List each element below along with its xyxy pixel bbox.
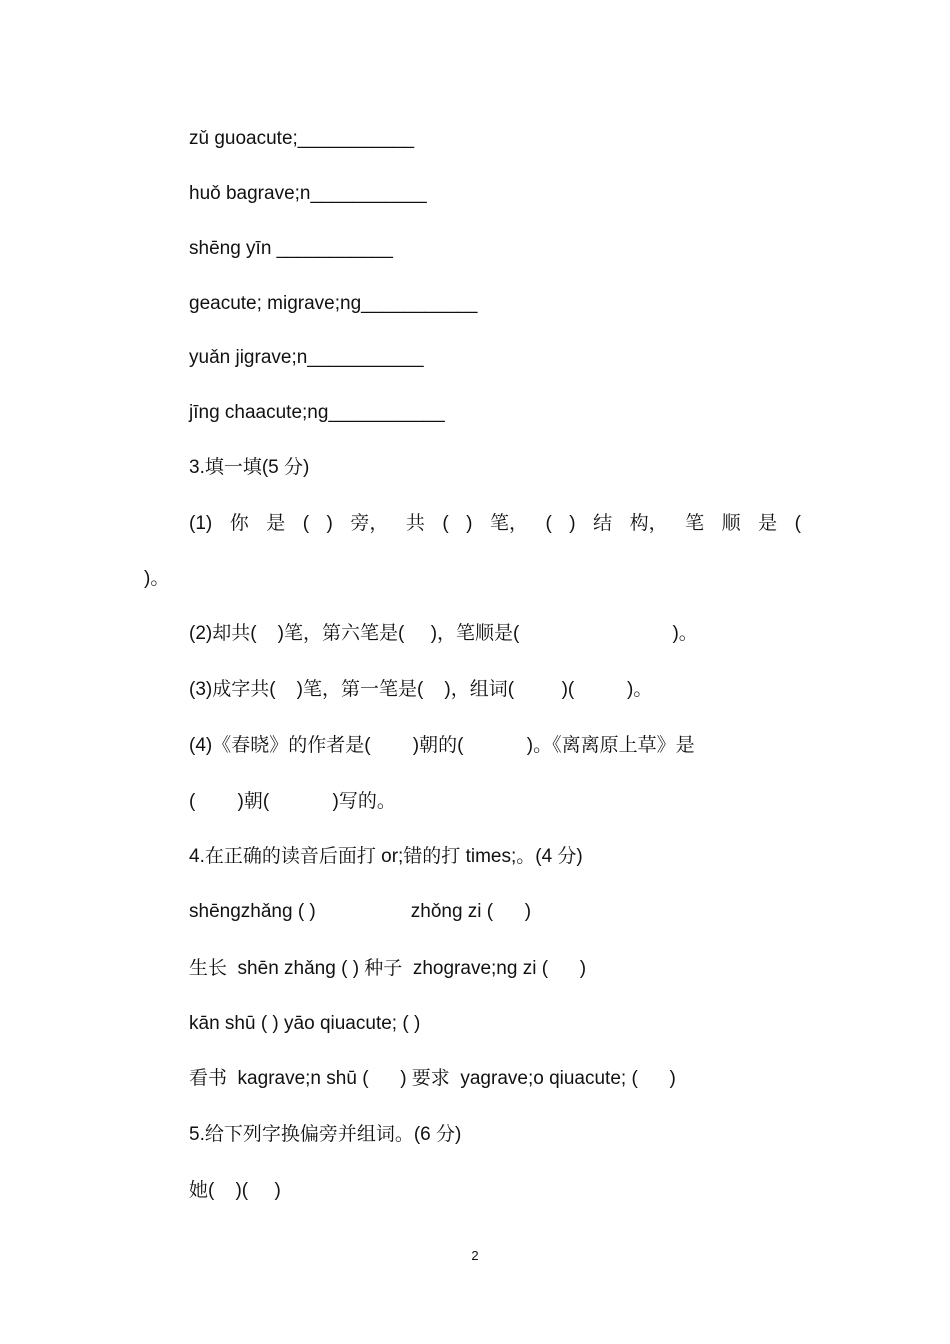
- q1-token: 笔，: [489, 513, 528, 534]
- q1-token: (: [545, 513, 552, 534]
- question-4-line-1: shēngzhǎng ( ) zhǒng zi ( ): [189, 901, 532, 922]
- page-number: 2: [471, 1248, 479, 1263]
- q1-token: 结: [593, 513, 613, 534]
- question-5-heading: 5.给下列字换偏旁并组词。(6 分): [189, 1124, 462, 1145]
- question-3-1-tail: )。: [144, 568, 170, 589]
- pinyin-line-1: zǔ guoacute;___________: [189, 128, 415, 149]
- q1-token: 是: [758, 513, 778, 534]
- q1-token: 顺: [721, 513, 741, 534]
- q1-token: (: [794, 513, 801, 534]
- question-5-line-1: 她( )( ): [189, 1180, 281, 1201]
- question-4-heading: 4.在正确的读音后面打 or;错的打 times;。(4 分): [189, 846, 583, 867]
- q1-token: 构，: [629, 513, 668, 534]
- q1-token: (: [302, 513, 310, 534]
- pinyin-line-5: yuǎn jigrave;n___________: [189, 347, 424, 368]
- pinyin-line-6: jīng chaacute;ng___________: [189, 402, 445, 423]
- q1-token: (1): [189, 513, 213, 534]
- question-3-1-line: [189, 512, 801, 536]
- pinyin-line-3: shēng yīn ___________: [189, 238, 393, 259]
- pinyin-line-2: huǒ bagrave;n___________: [189, 183, 427, 204]
- q1-token: 共: [405, 513, 425, 534]
- question-3-4-line-1: (4)《春晓》的作者是( )朝的( )。《离离原上草》是: [189, 735, 695, 756]
- q1-token: (: [442, 513, 449, 534]
- q1-token: 你: [229, 513, 249, 534]
- q1-token: 笔: [685, 513, 705, 534]
- pinyin-line-4: geacute; migrave;ng___________: [189, 293, 478, 314]
- q1-token: ): [326, 513, 333, 534]
- q1-token: 旁，: [350, 513, 389, 534]
- question-3-heading: 3.填一填(5 分): [189, 457, 310, 478]
- question-3-3: (3)成字共( )笔，第一笔是( )，组词( )( )。: [189, 679, 653, 700]
- question-3-2: (2)却共( )笔，第六笔是( )，笔顺是( )。: [189, 623, 698, 644]
- question-4-line-2: 生长 shēn zhǎng ( ) 种子 zhograve;ng zi ( ): [189, 958, 587, 979]
- q1-token: ): [466, 513, 473, 534]
- question-3-4-line-2: ( )朝( )写的。: [189, 791, 396, 812]
- q1-token: ): [569, 513, 576, 534]
- question-4-line-3: kān shū ( ) yāo qiuacute; ( ): [189, 1013, 421, 1034]
- question-4-line-4: 看书 kagrave;n shū ( ) 要求 yagrave;o qiuacute; ( ): [189, 1068, 676, 1089]
- q1-token: 是: [266, 513, 286, 534]
